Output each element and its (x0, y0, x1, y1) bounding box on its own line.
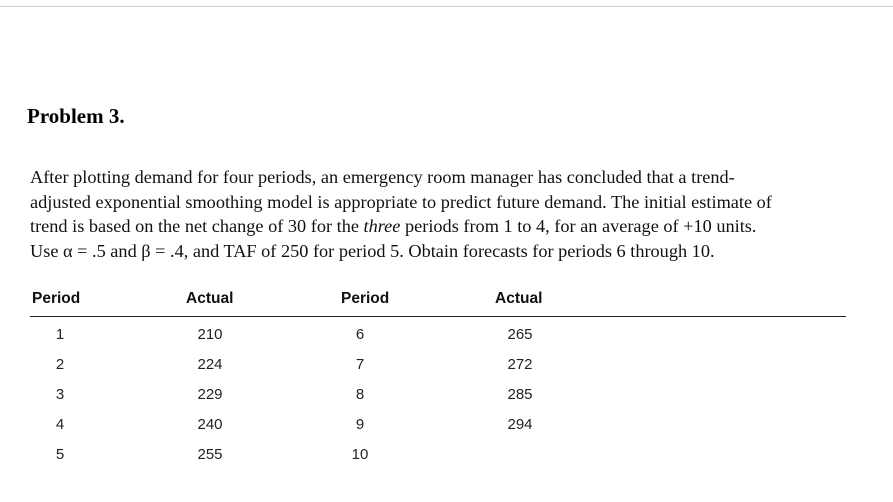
cell-period: 1 (55, 326, 65, 343)
cell-actual: 229 (197, 386, 223, 403)
cell-period: 8 (355, 386, 365, 403)
cell-period: 2 (55, 356, 65, 373)
cell-actual: 240 (197, 416, 223, 433)
header-period-2: Period (341, 290, 390, 307)
cell-actual: 294 (507, 416, 533, 433)
demand-table (30, 286, 846, 467)
cell-actual: 210 (197, 326, 223, 343)
table-row (30, 317, 846, 347)
header-actual-2: Actual (495, 290, 543, 307)
table-row (30, 347, 846, 377)
cell-period: 4 (55, 416, 65, 433)
statement-text: trend is based on the net change of 30 for the (30, 216, 364, 236)
cell-period: 5 (55, 446, 65, 463)
header-actual-1: Actual (186, 290, 234, 307)
statement-line-2: adjusted exponential smoothing model is appropriate to predict future demand. The initial estimate of (30, 191, 772, 212)
cell-period: 7 (355, 356, 365, 373)
problem-heading: Problem 3. (27, 104, 125, 128)
statement-line-1: After plotting demand for four periods, an emergency room manager has concluded that a trend- (30, 167, 735, 187)
cell-actual: 272 (507, 356, 533, 373)
top-divider (0, 0, 893, 7)
cell-period: 9 (355, 416, 365, 433)
cell-actual: 285 (507, 386, 533, 403)
header-period-1: Period (32, 290, 81, 307)
cell-period: 10 (351, 446, 369, 463)
cell-period: 6 (355, 326, 365, 343)
statement-text: periods from 1 to 4, for an average of +10 units. (400, 216, 757, 236)
table-header (30, 286, 846, 317)
statement-line-3 (30, 214, 880, 239)
table-row (30, 437, 846, 467)
cell-actual: 255 (197, 446, 223, 463)
emphasis-three: three (363, 216, 401, 236)
cell-actual: 265 (507, 326, 533, 343)
table-row (30, 377, 846, 407)
problem-statement (30, 165, 880, 263)
table-row (30, 407, 846, 437)
table-body (30, 317, 846, 467)
cell-actual: 224 (197, 356, 223, 373)
cell-period: 3 (55, 386, 65, 403)
statement-line-4: Use α = .5 and β = .4, and TAF of 250 for period 5. Obtain forecasts for periods 6 through 10. (30, 240, 715, 261)
